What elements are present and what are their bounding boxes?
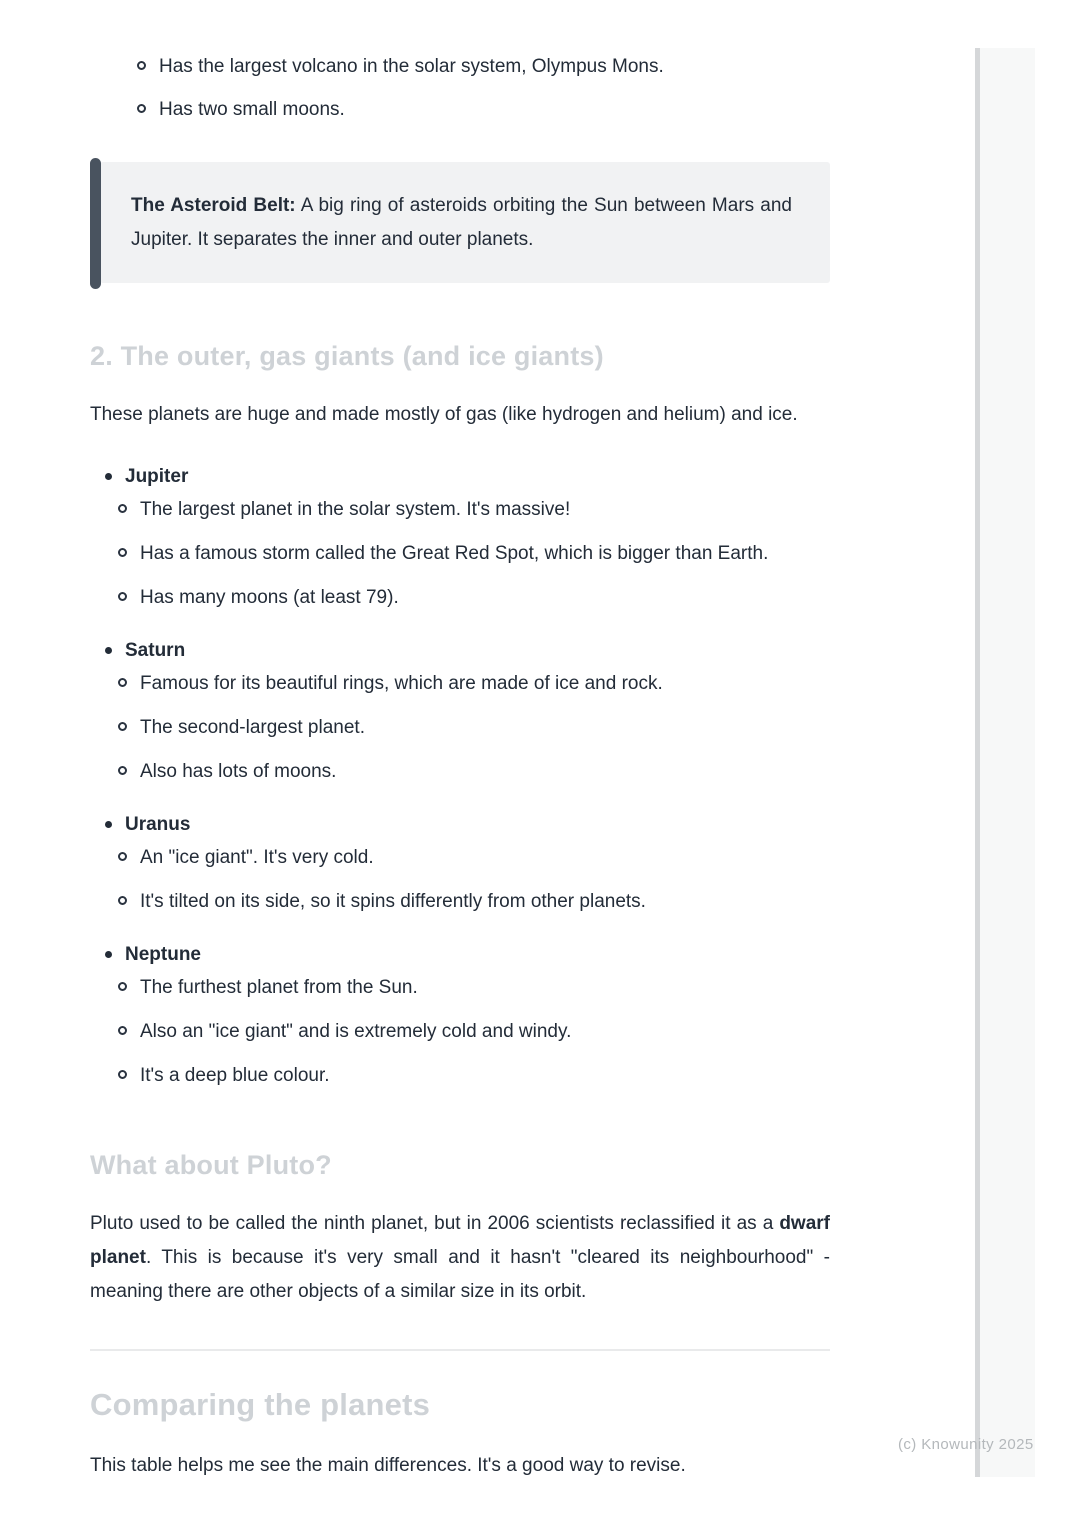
circle-bullet-icon xyxy=(118,852,127,861)
fact-text: Has many moons (at least 79). xyxy=(140,587,399,608)
disc-bullet-icon xyxy=(105,821,112,828)
scrollbar-track[interactable] xyxy=(975,48,1035,1477)
circle-bullet-icon xyxy=(137,61,146,70)
list-item xyxy=(118,581,830,614)
planet-item-jupiter xyxy=(105,460,830,614)
circle-bullet-icon xyxy=(118,504,127,513)
planet-name: Jupiter xyxy=(125,466,189,487)
fact-text: It's a deep blue colour. xyxy=(140,1065,330,1086)
asteroid-belt-callout xyxy=(100,162,830,283)
planet-name: Neptune xyxy=(125,944,201,965)
fact-text: Also has lots of moons. xyxy=(140,761,337,782)
comparing-intro-paragraph: This table helps me see the main differences. It's a good way to revise. xyxy=(90,1455,686,1476)
list-item xyxy=(118,885,830,918)
watermark-text: (c) Knowunity 2025 xyxy=(898,1436,1034,1453)
pluto-text-start: Pluto used to be called the ninth planet, but in 2006 scientists reclassified it as a xyxy=(90,1213,780,1234)
circle-bullet-icon xyxy=(118,548,127,557)
circle-bullet-icon xyxy=(118,722,127,731)
planet-item-neptune xyxy=(105,938,830,1092)
list-item xyxy=(118,667,830,700)
planet-name-row xyxy=(105,938,830,971)
planet-name-row xyxy=(105,460,830,493)
document-content xyxy=(90,0,830,1483)
circle-bullet-icon xyxy=(118,1070,127,1079)
circle-bullet-icon xyxy=(118,896,127,905)
planet-item-saturn xyxy=(105,634,830,788)
list-item xyxy=(118,493,830,526)
planet-facts-list xyxy=(105,841,830,918)
planet-name: Saturn xyxy=(125,640,186,661)
circle-bullet-icon xyxy=(118,982,127,991)
fact-text: Famous for its beautiful rings, which are made of ice and rock. xyxy=(140,673,663,694)
circle-bullet-icon xyxy=(137,104,146,113)
circle-bullet-icon xyxy=(118,678,127,687)
planet-list xyxy=(90,460,830,1092)
disc-bullet-icon xyxy=(105,473,112,480)
disc-bullet-icon xyxy=(105,647,112,654)
fact-text: An "ice giant". It's very cold. xyxy=(140,847,374,868)
planet-facts-list xyxy=(105,667,830,788)
callout-text xyxy=(131,189,792,257)
list-item xyxy=(137,93,830,126)
list-item xyxy=(137,50,830,83)
fact-text: The furthest planet from the Sun. xyxy=(140,977,418,998)
callout-accent-bar xyxy=(90,158,101,289)
callout-bold-lead: The Asteroid Belt: xyxy=(131,195,296,216)
planet-name: Uranus xyxy=(125,814,191,835)
section-heading-comparing: Comparing the planets xyxy=(90,1387,431,1422)
mars-facts-list xyxy=(90,50,830,126)
fact-text: The second-largest planet. xyxy=(140,717,365,738)
circle-bullet-icon xyxy=(118,766,127,775)
section-heading-pluto: What about Pluto? xyxy=(90,1150,332,1180)
fact-text: Also an "ice giant" and is extremely cold and windy. xyxy=(140,1021,572,1042)
circle-bullet-icon xyxy=(118,1026,127,1035)
callout-body: A big ring of asteroids orbiting the Sun between Mars and Jupiter. It separates the inner and outer planets. xyxy=(131,195,792,250)
planet-name-row xyxy=(105,634,830,667)
fact-text: The largest planet in the solar system. It's massive! xyxy=(140,499,571,520)
list-item xyxy=(118,1059,830,1092)
section-heading-outer-planets: 2. The outer, gas giants (and ice giants) xyxy=(90,341,604,371)
planet-facts-list xyxy=(105,971,830,1092)
list-item xyxy=(118,1015,830,1048)
list-item xyxy=(118,971,830,1004)
fact-text: Has the largest volcano in the solar system, Olympus Mons. xyxy=(159,56,664,77)
list-item xyxy=(118,841,830,874)
list-item xyxy=(118,755,830,788)
list-item xyxy=(118,711,830,744)
planet-item-uranus xyxy=(105,808,830,918)
fact-text: Has two small moons. xyxy=(159,99,345,120)
fact-text: Has a famous storm called the Great Red Spot, which is bigger than Earth. xyxy=(140,543,769,564)
fact-text: It's tilted on its side, so it spins differently from other planets. xyxy=(140,891,646,912)
pluto-paragraph xyxy=(90,1207,830,1309)
pluto-bold-term: dwarf planet xyxy=(90,1213,830,1268)
list-item xyxy=(118,537,830,570)
planet-name-row xyxy=(105,808,830,841)
section-divider xyxy=(90,1349,830,1351)
circle-bullet-icon xyxy=(118,592,127,601)
disc-bullet-icon xyxy=(105,951,112,958)
pluto-text-end: . This is because it's very small and it hasn't "cleared its neighbourhood" - meaning there are other objects of a similar size in its orbit. xyxy=(90,1247,830,1302)
section-intro-paragraph: These planets are huge and made mostly of gas (like hydrogen and helium) and ice. xyxy=(90,404,798,425)
planet-facts-list xyxy=(105,493,830,614)
